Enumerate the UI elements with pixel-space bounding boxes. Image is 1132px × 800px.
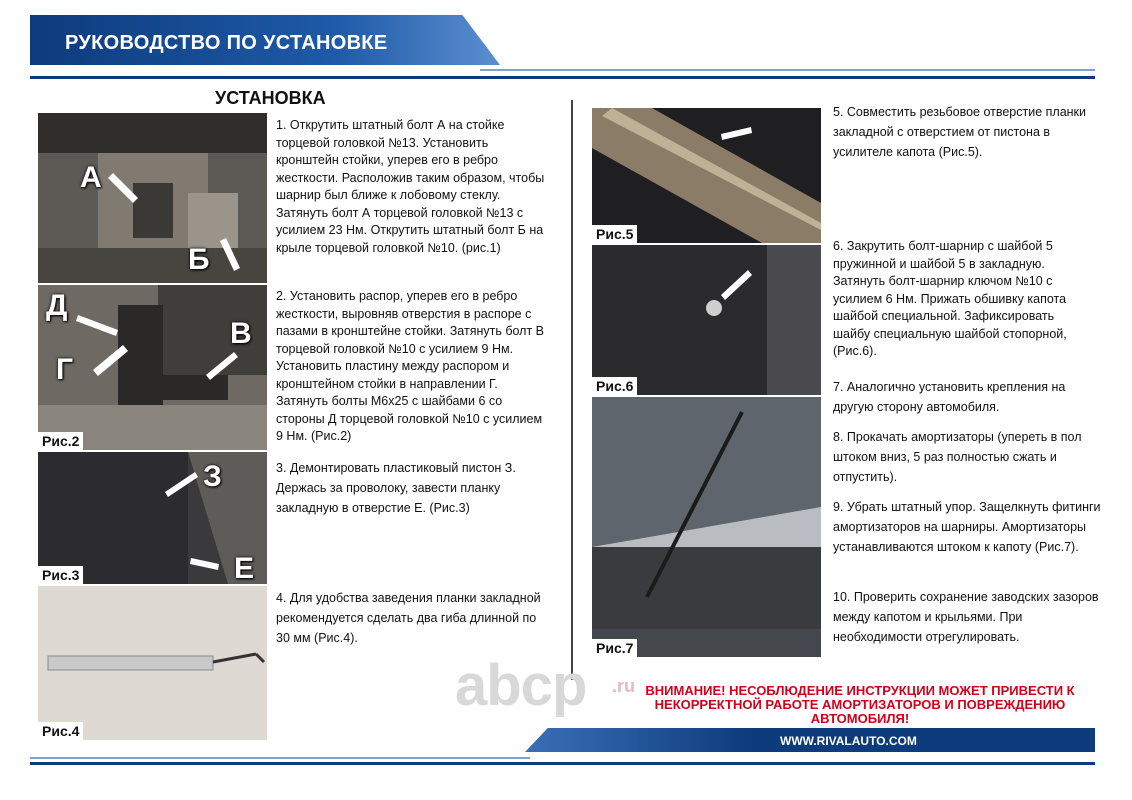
footer-divider [30, 762, 1095, 765]
step-3-text: 3. Демонтировать пластиковый пистон З. Держась за проволоку, завести планку закладную в отверстие Е. (Рис.3) [276, 461, 516, 515]
figure-7-image [592, 397, 821, 657]
step-6-text: 6. Закрутить болт-шарнир с шайбой 5 пружинной и шайбой 5 в закладную. Затянуть болт-шарнир ключом №10 с усилием 6 Нм. Прижать обшивку капота шайбой специальной. Зафиксировать шайбу специальную шайбой стопорной, (Рис.6). [833, 239, 1067, 358]
figure-5-photo [592, 108, 821, 243]
figure-1-image [38, 113, 267, 283]
label-letter-v: В [230, 317, 252, 350]
label-letter-b: Б [188, 243, 210, 276]
step-8-text: 8. Прокачать амортизаторы (упереть в пол штоком вниз, 5 раз полностью сжать и отпустить). [833, 430, 1082, 484]
figure-4-caption: Рис.4 [38, 722, 83, 740]
figure-5-caption: Рис.5 [592, 225, 637, 243]
figure-3-photo [38, 452, 267, 584]
step-4-text: 4. Для удобства заведения планки закладной рекомендуется сделать два гиба длинной по 30 мм (Рис.4). [276, 591, 541, 645]
figure-6-caption: Рис.6 [592, 377, 637, 395]
figure-6-photo [592, 245, 821, 395]
header-divider-light [480, 69, 1095, 71]
label-letter-z: З [203, 460, 222, 493]
label-letter-a: А [80, 161, 102, 194]
figure-3-image [38, 452, 267, 584]
footer-divider-light [30, 757, 530, 759]
step-2-text: 2. Установить распор, уперев его в ребро жесткости, выровняв отверстия в распоре с пазами в кронштейне стойки. Затянуть болт В торцевой головкой №10 с усилием 9 Нм. Установить пластину между распором и кронштейном стойки в направлении Г. Затянуть болты М6х25 с шайбами 6 со стороны Д торцевой головкой №10 с усилием 9 Нм. (Рис.2) [276, 289, 544, 443]
step-10-text: 10. Проверить сохранение заводских зазоров между капотом и крыльями. При необходимости отрегулировать. [833, 590, 1099, 644]
figure-4-image [38, 586, 267, 740]
section-title: УСТАНОВКА [215, 88, 326, 108]
step-5-text: 5. Совместить резьбовое отверстие планки закладной с отверстием от пистона в усилителе капота (Рис.5). [833, 105, 1087, 159]
figure-1-photo [38, 113, 267, 283]
label-letter-d: Д [46, 289, 68, 322]
watermark-tld: .ru [612, 676, 636, 696]
figure-4-photo [38, 586, 267, 740]
page-title: РУКОВОДСТВО ПО УСТАНОВКЕ [65, 32, 388, 54]
step-9-text: 9. Убрать штатный упор. Защелкнуть фитинги амортизаторов на шарниры. Амортизаторы устанавливаются штоком к капоту (Рис.7). [833, 500, 1101, 554]
warning-text: ВНИМАНИЕ! НЕСОБЛЮДЕНИЕ ИНСТРУКЦИИ МОЖЕТ ПРИВЕСТИ К НЕКОРРЕКТНОЙ РАБОТЕ АМОРТИЗАТОРОВ И ПОВРЕЖДЕНИЮ АВТОМОБИЛЯ! [645, 683, 1075, 726]
figure-7-photo [592, 397, 821, 657]
figure-6-image [592, 245, 821, 395]
figure-7-caption: Рис.7 [592, 639, 637, 657]
figure-2-photo [38, 285, 267, 450]
header-divider [30, 76, 1095, 79]
column-divider [571, 100, 573, 680]
step-7-text: 7. Аналогично установить крепления на другую сторону автомобиля. [833, 380, 1066, 414]
figure-5-image [592, 108, 821, 243]
label-letter-e: Е [234, 552, 255, 584]
figure-2-caption: Рис.2 [38, 432, 83, 450]
step-1-text: 1. Открутить штатный болт А на стойке торцевой головкой №13. Установить кронштейн стойки, уперев его в ребро жесткости. Расположив таким образом, чтобы шарнир был ближе к лобовому стеклу. Затянуть болт А торцевой головкой №13 с усилием 23 Нм. Открутить штатный болт Б на крыле торцевой головкой №10. (рис.1) [276, 118, 545, 255]
figure-3-caption: Рис.3 [38, 566, 83, 584]
label-letter-g: Г [56, 353, 74, 386]
watermark-logo: abcp [455, 653, 587, 718]
footer-url[interactable]: WWW.RIVALAUTO.COM [780, 734, 917, 748]
